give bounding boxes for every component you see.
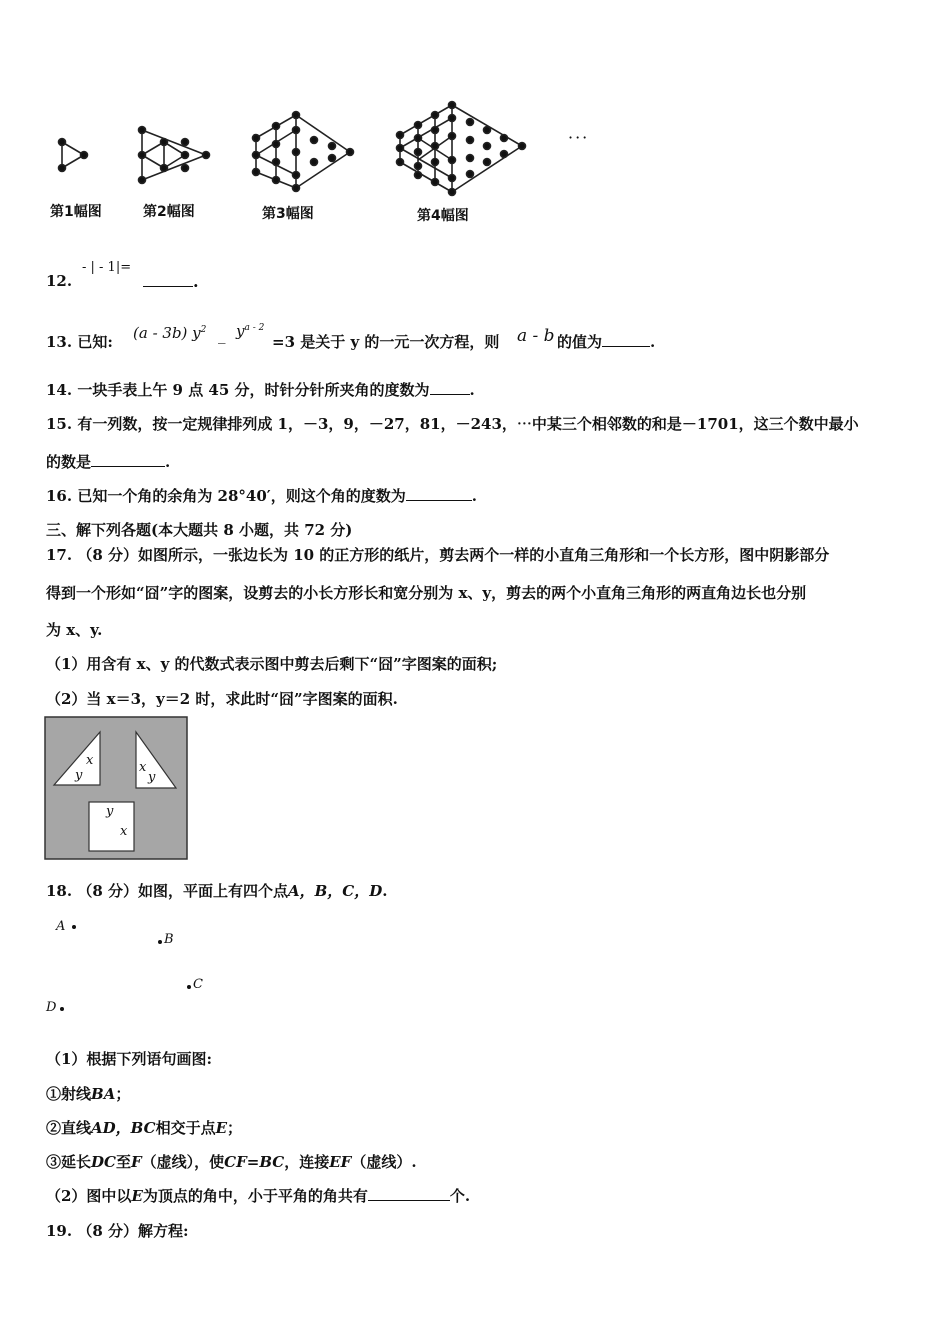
question-18-sub-2 [46, 1185, 470, 1206]
q18-s1-var: BA [91, 1085, 116, 1103]
q18-s2-mid: 相交于点 [155, 1119, 216, 1137]
dot-pattern-figures [40, 100, 660, 210]
q13-expression-b [236, 322, 264, 340]
q14-text: 14. 一块手表上午 9 点 45 分，时针分针所夹角的度数为 [46, 381, 430, 399]
q18-s3-var3: CF=BC [224, 1153, 285, 1171]
q14-period: . [469, 381, 475, 399]
q18-s3-text: ③延长 [46, 1153, 92, 1171]
point-a [72, 925, 76, 929]
q18-sub2-var: E [131, 1187, 143, 1205]
question-17-line-3: 为 x、y. [46, 621, 103, 639]
q13-sup-b: a - 2 [244, 323, 265, 333]
q17-label-x-right: x [139, 760, 147, 775]
q12-expression: - | - 1|= [82, 260, 132, 275]
q18-s1-text: ①射线 [46, 1085, 92, 1103]
point-d [60, 1007, 64, 1011]
section-3-heading: 三、解下列各题(本大题共 8 小题，共 72 分) [46, 521, 353, 539]
q18-lead: 18. （8 分）如图，平面上有四个点 [46, 882, 288, 900]
q18-sub2-mid: 为顶点的角中，小于平角的角共有 [142, 1187, 368, 1205]
q13-expression-c: a - b [517, 326, 555, 346]
q13-text-end [557, 331, 655, 352]
point-b [158, 940, 162, 944]
q18-s1-end: ； [115, 1085, 131, 1103]
q17-label-x-rect: x [120, 824, 128, 839]
caption-figure-1: 第1幅图 [50, 204, 102, 220]
q13-minus: _ [218, 326, 226, 344]
q13-text-mid: =3 是关于 y 的一元一次方程，则 [272, 333, 500, 351]
question-12 [46, 272, 72, 290]
q13-value-label: 的值为 [557, 333, 603, 351]
figure-4-pattern [397, 102, 526, 196]
caption-figure-4: 第4幅图 [417, 208, 469, 224]
q18-step-3 [46, 1151, 417, 1172]
question-14 [46, 379, 475, 400]
question-15-line-1: 15. 有一列数，按一定规律排列成 1，－3，9，－27，81，－243，⋯中某三个相邻数的和是－1701，这三个数中最小 [46, 415, 859, 433]
question-17-sub-1: （1）用含有 x、y 的代数式表示图中剪去后剩下“囧”字图案的面积; [46, 655, 498, 673]
question-17-line-2: 得到一个形如“囧”字的图案，设剪去的小长方形长和宽分别为 x、y，剪去的两个小直角三角形的两直角边长也分别 [46, 584, 807, 602]
q18-s3-mid2: （虚线），使 [141, 1153, 225, 1171]
figure-ellipsis: ··· [568, 128, 590, 147]
point-c-label: C [193, 977, 203, 992]
q17-label-x-left: x [86, 753, 94, 768]
q12-period: . [193, 272, 199, 291]
q16-text: 16. 已知一个角的余角为 28°40′，则这个角的度数为 [46, 487, 406, 505]
q18-sub2-end: 个. [449, 1187, 471, 1205]
q13-expr-a: (a - 3b) y [133, 324, 201, 342]
q18-s2-var2: E [215, 1119, 228, 1137]
q16-period: . [471, 487, 477, 505]
question-15-line-2 [46, 451, 170, 472]
q18-s3-var: DC [91, 1153, 116, 1171]
question-19: 19. （8 分）解方程: [46, 1222, 189, 1240]
q18-s3-var2: F [130, 1153, 142, 1171]
q18-s3-end: （虚线）. [351, 1153, 417, 1171]
q18-step-2 [46, 1117, 242, 1138]
figure-2-pattern [139, 127, 210, 184]
point-c [187, 985, 191, 989]
point-d-label: D [46, 1000, 57, 1015]
q17-figure [44, 716, 190, 862]
caption-figure-2: 第2幅图 [143, 204, 195, 220]
q13-sup-a: 2 [200, 325, 207, 335]
q15-answer-blank[interactable] [91, 452, 165, 467]
q18-s2-text: ②直线 [46, 1119, 92, 1137]
question-18 [46, 880, 387, 901]
q17-label-y-right: y [148, 770, 156, 785]
question-17-sub-2: （2）当 x＝3，y＝2 时，求此时“囧”字图案的面积. [46, 690, 398, 708]
q18-answer-blank[interactable] [368, 1186, 450, 1201]
q15-period: . [165, 453, 171, 471]
question-17-line-1: 17. （8 分）如图所示，一张边长为 10 的正方形的纸片，剪去两个一样的小直角三角形和一个长方形，图中阴影部分 [46, 546, 830, 564]
point-b-label: B [164, 932, 174, 947]
q18-s2-var: AD，BC [91, 1119, 156, 1137]
question-16 [46, 485, 477, 506]
q18-points: A，B，C，D [287, 882, 383, 900]
q13-expr-b: y [236, 322, 245, 340]
q18-sub2-text: （2）图中以 [46, 1187, 132, 1205]
figure-1-pattern [59, 139, 88, 172]
q13-period: . [650, 333, 656, 351]
figure-3-pattern [253, 112, 354, 192]
caption-figure-3: 第3幅图 [262, 206, 314, 222]
question-18-sub-1: （1）根据下列语句画图: [46, 1050, 212, 1068]
q14-answer-blank[interactable] [430, 380, 470, 395]
q18-s3-mid3: ，连接 [284, 1153, 330, 1171]
q13-answer-blank[interactable] [602, 332, 650, 347]
q12-answer-blank[interactable] [143, 272, 199, 291]
q18-step-1 [46, 1083, 130, 1104]
q12-number: 12. [46, 272, 73, 290]
question-13 [46, 331, 113, 352]
q17-label-y-rect: y [106, 804, 114, 819]
q15-text: 的数是 [46, 453, 92, 471]
q18-s3-var4: EF [329, 1153, 352, 1171]
q16-answer-blank[interactable] [406, 486, 472, 501]
q18-s2-end: ； [227, 1119, 243, 1137]
point-a-label: A [56, 919, 66, 934]
q18-period: . [382, 882, 388, 900]
q18-s3-mid: 至 [115, 1153, 131, 1171]
q13-lead: 13. 已知: [46, 333, 113, 351]
q17-label-y-left: y [75, 768, 83, 783]
q13-expression-a [133, 324, 206, 342]
